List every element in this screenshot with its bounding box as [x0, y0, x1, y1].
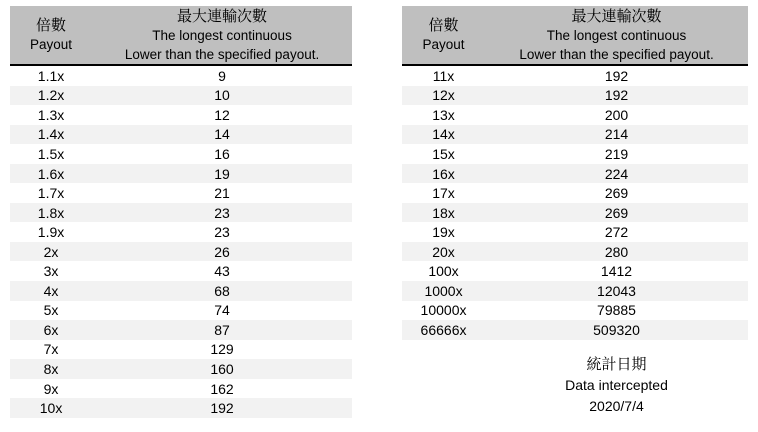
- payout-cell: 2x: [43, 243, 59, 260]
- table-row: [10, 398, 352, 418]
- statistics-date-label-zh: 統計日期: [586, 356, 647, 373]
- payout-column-header: [10, 6, 92, 64]
- payout-header-en: Payout: [422, 37, 465, 52]
- payout-cell: 1.3x: [37, 106, 65, 123]
- payout-cell: 16x: [432, 165, 455, 182]
- loss-streak-cell: 12: [214, 106, 230, 123]
- payout-header-zh: 倍數: [36, 17, 67, 34]
- loss-streak-cell: 160: [210, 360, 234, 377]
- loss-streak-cell: 509320: [593, 321, 640, 338]
- loss-streak-cell: 1412: [600, 263, 633, 280]
- payout-table-high-multipliers: [402, 6, 748, 340]
- table-row: [10, 340, 352, 360]
- loss-streak-cell: 219: [604, 145, 629, 162]
- payout-cell: 4x: [43, 282, 59, 299]
- loss-streak-cell: 272: [604, 224, 629, 241]
- table-row: [10, 359, 352, 379]
- payout-header-zh: 倍數: [428, 17, 459, 34]
- table-row: [402, 320, 748, 340]
- loss-streak-cell: 21: [214, 185, 230, 202]
- table-row: [402, 86, 748, 106]
- payout-cell: 19x: [432, 224, 455, 241]
- payout-cell: 66666x: [420, 321, 467, 338]
- payout-cell: 1000x: [424, 282, 463, 299]
- payout-cell: 1.8x: [37, 204, 65, 221]
- loss-streak-cell: 43: [214, 263, 230, 280]
- value-header-zh: 最大連輸次數: [177, 7, 268, 25]
- table-row: [10, 242, 352, 262]
- table-row: [10, 320, 352, 340]
- table-row: [10, 203, 352, 223]
- payout-cell: 6x: [43, 321, 59, 338]
- payout-cell: 5x: [43, 302, 59, 319]
- table-row: [10, 66, 352, 86]
- loss-streak-cell: 192: [604, 87, 629, 104]
- loss-streak-cell: 23: [214, 204, 230, 221]
- value-header-en-line1: The longest continuous: [546, 27, 687, 43]
- loss-streak-cell: 74: [214, 302, 230, 319]
- table-body: [10, 66, 352, 418]
- payout-cell: 20x: [432, 243, 455, 260]
- loss-streak-cell: 14: [214, 126, 230, 143]
- statistics-date-note: [485, 354, 748, 417]
- value-column-header: [485, 6, 748, 64]
- payout-cell: 100x: [428, 263, 459, 280]
- payout-header-en: Payout: [30, 37, 73, 52]
- payout-cell: 9x: [43, 380, 59, 397]
- table-row: [402, 66, 748, 86]
- loss-streak-cell: 23: [214, 224, 230, 241]
- table-header: [402, 6, 748, 66]
- payout-cell: 1.6x: [37, 165, 65, 182]
- loss-streak-cell: 280: [604, 243, 629, 260]
- loss-streak-cell: 10: [214, 87, 230, 104]
- statistics-date-value: 2020/7/4: [589, 398, 644, 414]
- table-row: [10, 379, 352, 399]
- payout-cell: 14x: [432, 126, 455, 143]
- value-column-header: [92, 6, 352, 64]
- payout-cell: 1.4x: [37, 126, 65, 143]
- payout-cell: 15x: [432, 145, 455, 162]
- loss-streak-cell: 87: [214, 321, 230, 338]
- loss-streak-cell: 192: [210, 400, 234, 417]
- table-row: [10, 164, 352, 184]
- table-row: [402, 261, 748, 281]
- statistics-date-label-en: Data intercepted: [565, 377, 668, 393]
- table-row: [402, 222, 748, 242]
- payout-cell: 10x: [39, 400, 63, 417]
- loss-streak-cell: 214: [604, 126, 629, 143]
- loss-streak-cell: 79885: [597, 302, 636, 319]
- loss-streak-cell: 162: [210, 380, 234, 397]
- payout-cell: 12x: [432, 87, 455, 104]
- payout-cell: 3x: [43, 263, 59, 280]
- table-row: [402, 203, 748, 223]
- payout-cell: 10000x: [420, 302, 467, 319]
- value-header-en-line2: Lower than the specified payout.: [124, 46, 320, 62]
- payout-cell: 18x: [432, 204, 455, 221]
- table-row: [402, 301, 748, 321]
- payout-table-low-multipliers: [10, 6, 352, 418]
- table-row: [10, 301, 352, 321]
- payout-cell: 1.7x: [37, 185, 65, 202]
- loss-streak-cell: 224: [604, 165, 629, 182]
- loss-streak-cell: 9: [218, 67, 226, 84]
- loss-streak-cell: 12043: [597, 282, 636, 299]
- loss-streak-cell: 129: [210, 341, 234, 358]
- loss-streak-cell: 68: [214, 282, 230, 299]
- table-row: [402, 281, 748, 301]
- payout-column-header: [402, 6, 485, 64]
- table-row: [402, 144, 748, 164]
- payout-cell: 7x: [43, 341, 59, 358]
- loss-streak-cell: 200: [604, 106, 629, 123]
- table-row: [402, 183, 748, 203]
- payout-cell: 11x: [432, 67, 455, 84]
- table-header: [10, 6, 352, 66]
- payout-cell: 1.5x: [37, 145, 65, 162]
- table-row: [402, 242, 748, 262]
- table-row: [402, 164, 748, 184]
- payout-cell: 1.1x: [37, 67, 65, 84]
- payout-cell: 1.9x: [37, 224, 65, 241]
- table-row: [402, 125, 748, 145]
- payout-cell: 8x: [43, 360, 59, 377]
- loss-streak-cell: 192: [604, 67, 629, 84]
- loss-streak-cell: 269: [604, 204, 629, 221]
- value-header-en-line2: Lower than the specified payout.: [519, 46, 714, 62]
- value-header-en-line1: The longest continuous: [152, 27, 292, 43]
- value-header-zh: 最大連輸次數: [571, 7, 662, 25]
- payout-cell: 17x: [432, 185, 455, 202]
- loss-streak-cell: 19: [214, 165, 230, 182]
- loss-streak-cell: 26: [214, 243, 230, 260]
- loss-streak-cell: 269: [604, 185, 629, 202]
- table-row: [10, 105, 352, 125]
- table-row: [10, 144, 352, 164]
- table-row: [10, 183, 352, 203]
- table-row: [10, 281, 352, 301]
- table-row: [402, 105, 748, 125]
- table-row: [10, 222, 352, 242]
- payout-cell: 13x: [432, 106, 455, 123]
- payout-cell: 1.2x: [37, 87, 65, 104]
- table-row: [10, 125, 352, 145]
- loss-streak-cell: 16: [214, 145, 230, 162]
- table-row: [10, 261, 352, 281]
- table-body: [402, 66, 748, 340]
- table-row: [10, 86, 352, 106]
